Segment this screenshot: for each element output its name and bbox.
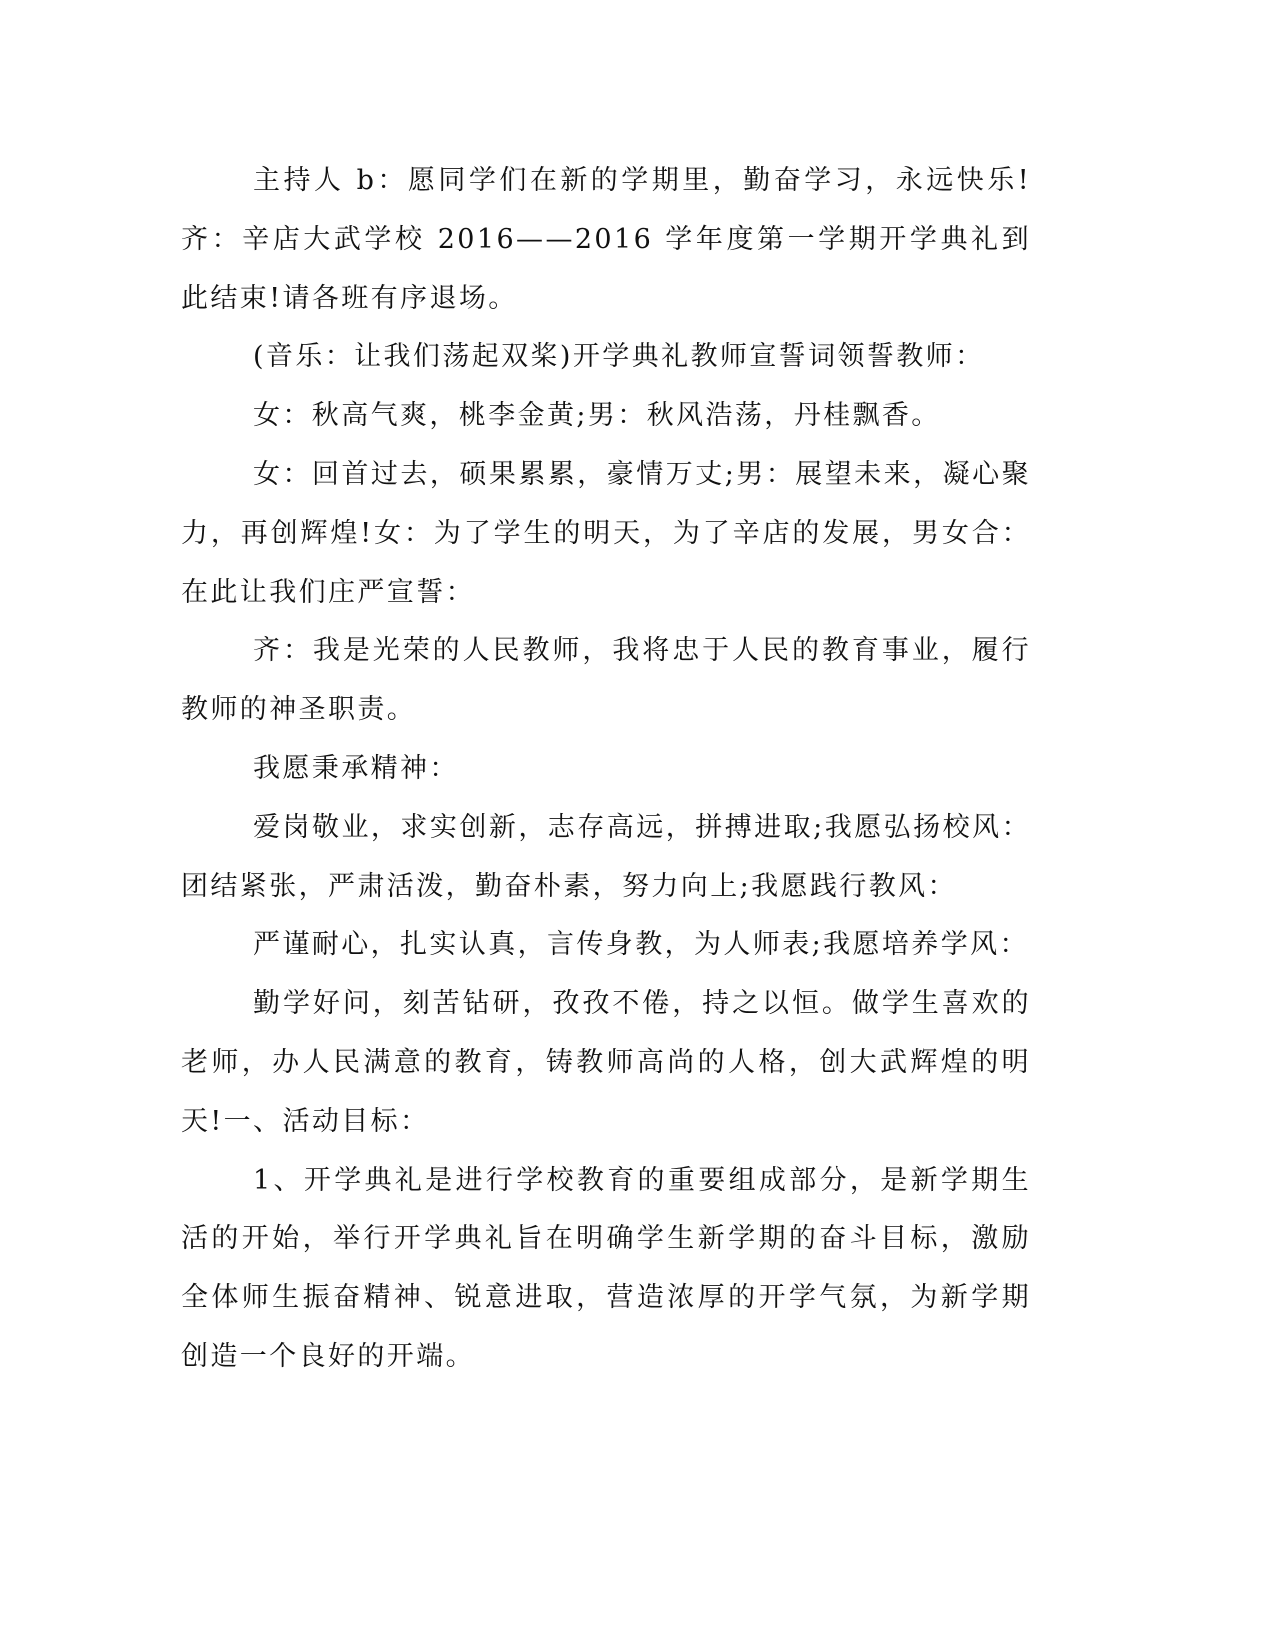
paragraph-review-outlook: 女：回首过去，硕果累累，豪情万丈;男：展望未来，凝心聚力，再创辉煌!女：为了学生的明天，为了辛店的发展，男女合：在此让我们庄严宣誓：: [181, 458, 1031, 608]
paragraph-oath-intro: (音乐：让我们荡起双桨)开学典礼教师宣誓词领誓教师：: [253, 341, 985, 373]
paragraph-school-motto: 爱岗敬业，求实创新，志存高远，拼搏进取;我愿弘扬校风：团结紧张，严肃活泼，勤奋朴素，努力向上;我愿践行教风：: [181, 811, 1031, 902]
paragraph-closing-remarks: 主持人 b：愿同学们在新的学期里，勤奋学习，永远快乐!齐：辛店大武学校 2016——2016 学年度第一学期开学典礼到此结束!请各班有序退场。: [181, 165, 1031, 314]
paragraph-teaching-style: 严谨耐心，扎实认真，言传身教，为人师表;我愿培养学风：: [253, 929, 1029, 961]
document-body: [181, 152, 1031, 1387]
paragraph-autumn-verse: 女：秋高气爽，桃李金黄;男：秋风浩荡，丹桂飘香。: [253, 400, 941, 432]
paragraph-oath-start: 齐：我是光荣的人民教师，我将忠于人民的教育事业，履行教师的神圣职责。: [181, 635, 1031, 726]
paragraph-spirit: 我愿秉承精神：: [253, 752, 459, 784]
paragraph-activity-goal: 1、开学典礼是进行学校教育的重要组成部分，是新学期生活的开始，举行开学典礼旨在明确学生新学期的奋斗目标，激励全体师生振奋精神、锐意进取，营造浓厚的开学气氛，为新学期创造一个良好的开端。: [181, 1164, 1031, 1372]
paragraph-study-style: 勤学好问，刻苦钻研，孜孜不倦，持之以恒。做学生喜欢的老师，办人民满意的教育，铸教师高尚的人格，创大武辉煌的明天!一、活动目标：: [181, 988, 1031, 1137]
